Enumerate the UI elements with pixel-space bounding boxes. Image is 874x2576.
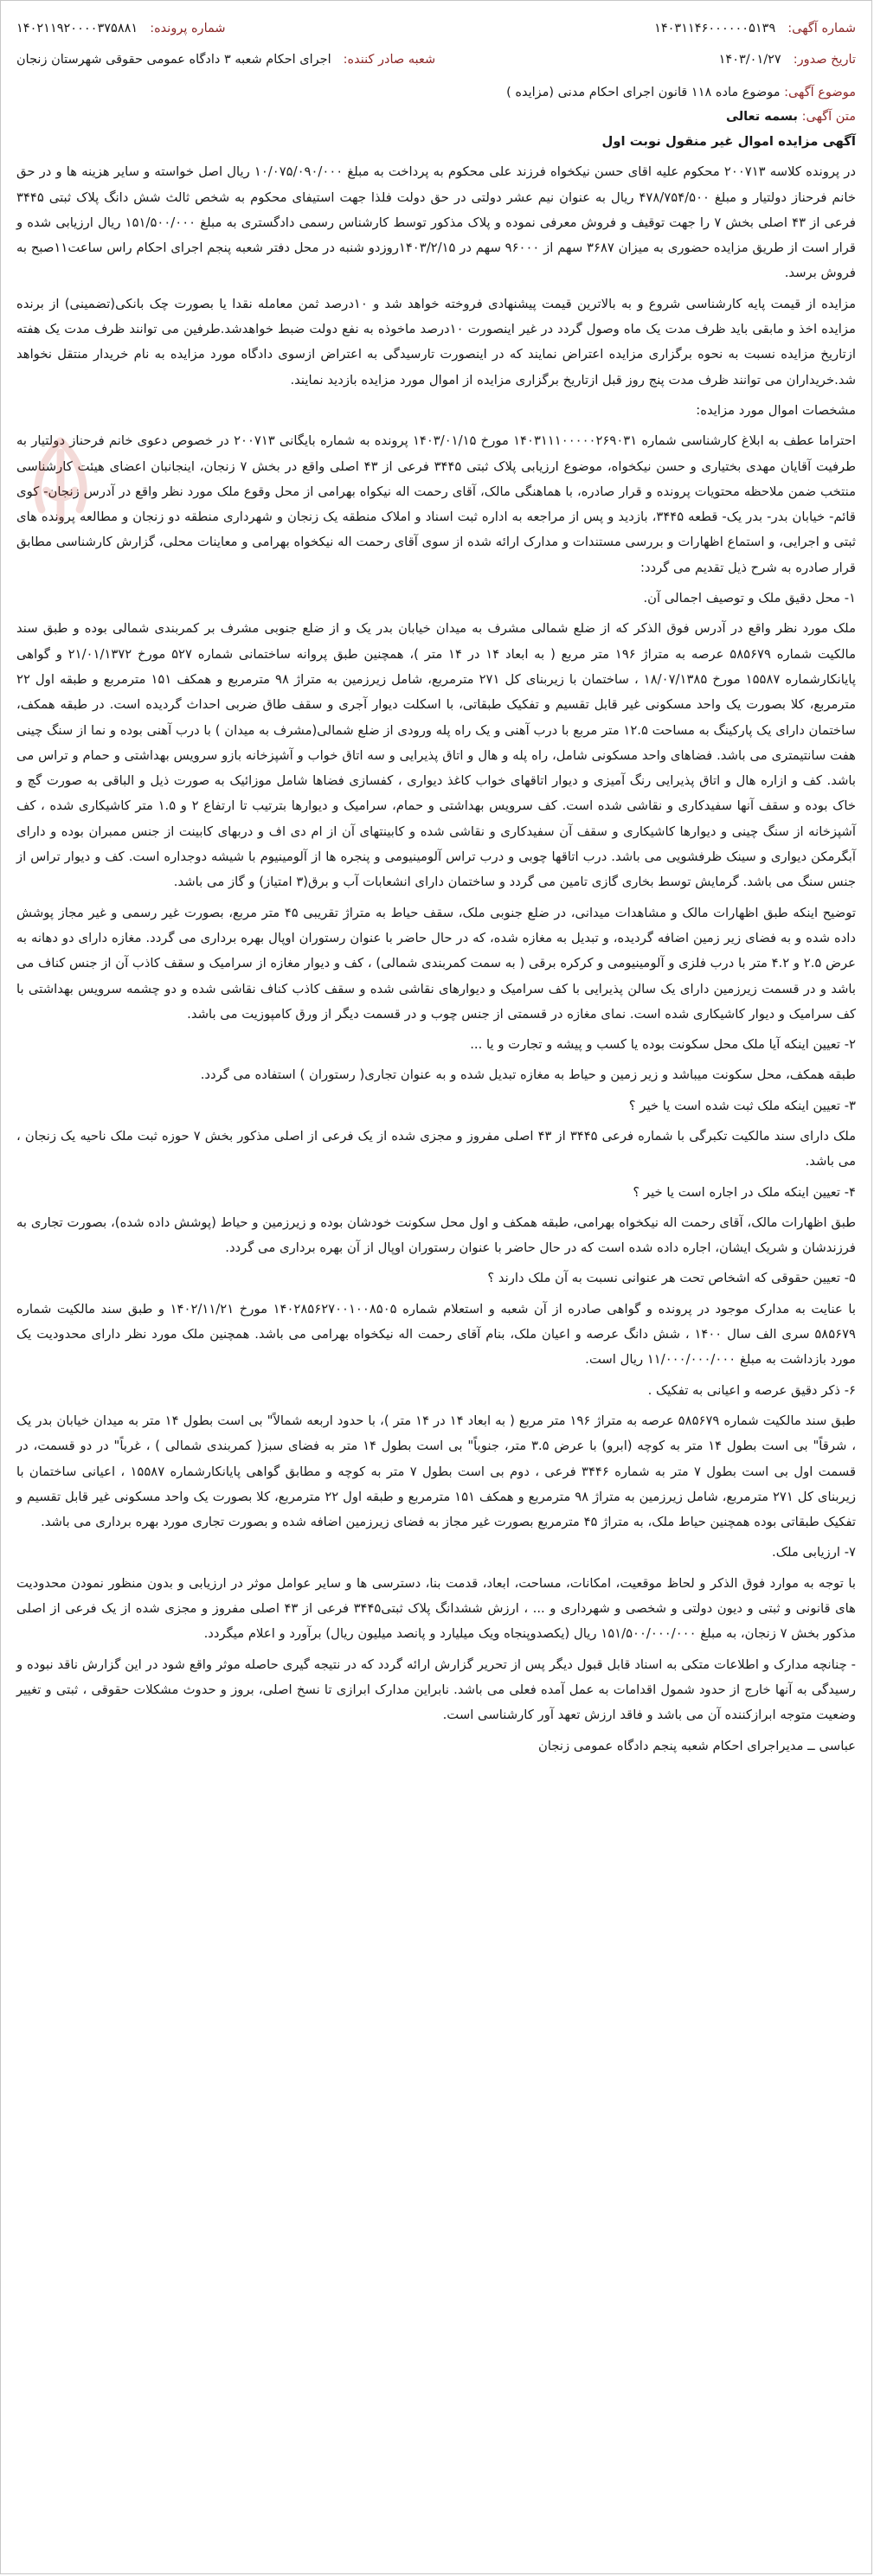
ad-number-label: شماره آگهی:	[787, 22, 856, 35]
subject-value: موضوع ماده ۱۱۸ قانون اجرای احکام مدنی (مزایده )	[506, 86, 781, 99]
subject-label: موضوع آگهی:	[784, 86, 856, 99]
paragraph-registration: ملک دارای سند مالکیت تکبرگی با شماره فرعی ۳۴۴۵ از ۴۳ اصلی مفروز و مجزی شده از یک فرعی از اصلی مذکور بخش ۷ حوزه ثبت ملک ناحیه یک زنجان ، می باشد.	[16, 1128, 857, 1169]
section-1-title: ۱- محل دقیق ملک و توصیف اجمالی آن.	[643, 591, 856, 606]
subject-line	[1, 80, 871, 105]
paragraph-disclaimer: - چنانچه مدارک و اطلاعات متکی به اسناد قابل قبول دیگر پس از تحریر گزارش ارائه گردد که در نتیجه گیری حاصله موثر واقع شود در این گزارش ناقد نبوده و رسیدگی به آنها خارج از حدود شمول اقدامات به عمل آمده فعلی می باشد. نابراین مدارک ابرازی تا نسخ اصلی، بروز و حدوث مشکلات حقوقی ، ثبتی و تغییر وضعیت متوجه ابرازکننده آن می باشد و فاقد ارزش تعهد آور کارشناسی است.	[16, 1656, 856, 1723]
section-5-title: ۵- تعیین حقوقی که اشخاص تحت هر عنوانی نسبت به آن ملک دارند ؟	[487, 1271, 856, 1286]
section-7-title: ۷- ارزیابی ملک.	[772, 1545, 856, 1560]
notice-header	[1, 1, 871, 75]
issue-date-label: تاریخ صدور:	[793, 53, 856, 67]
ad-number-field	[654, 22, 856, 35]
paragraph-lease: طبق اظهارات مالک، آقای رحمت اله نیکخواه بهرامی، طبقه همکف و اول محل سکونت خودشان بوده و زیرزمین و حیاط (پوشش داده شده)، بصورت تجاری به فرزندشان و شریک ایشان، اجاره داده شده است که در حال حاضر با عنوان رستوران اوپال از آن بهره برداری می گردد.	[16, 1214, 856, 1256]
paragraph-rights: با عنایت به مدارک موجود در پرونده و گواهی صادره از آن شعبه و استعلام شماره ۱۴۰۲۸۵۶۲۷۰۰۱۰۰۸۵۰۵ مورخ ۱۴۰۲/۱۱/۲۱ و طبق سند مالکیت شماره ۵۸۵۶۷۹ سری الف سال ۱۴۰۰ ، شش دانگ عرصه و اعیان ملک، بنام آقای رحمت اله نیکخواه بهرامی می باشد. همچنین ملک مورد نظر دارای محدودیت یک مورد بازداشت به مبلغ ۱۱/۰۰۰/۰۰۰/۰۰۰ ریال است.	[16, 1301, 857, 1368]
ad-number-value: ۱۴۰۳۱۱۴۶۰۰۰۰۰۰۵۱۳۹	[654, 22, 776, 35]
salutation: بسمه تعالی	[726, 110, 798, 124]
paragraph-case-summary: در پرونده کلاسه ۲۰۰۷۱۳ محکوم علیه اقای حسن نیکخواه فرزند علی محکوم به پرداخت به مبلغ ۱۰/۰۷۵/۰۹۰/۰۰۰ ریال اصل خواسته و سایر هزینه ها و در حق خانم فرحناز دولتیار و مبلغ ۴۷۸/۷۵۴/۵۰۰ ریال به عنوان نیم عشر دولتی در حق دولت فلذا جهت استیفای محکوم به شخص ثالث شش دانگ پلاک ثبتی ۳۴۴۵ فرعی از ۴۳ اصلی بخش ۷ را جهت توقیف و فروش معرفی نموده و پلاک مذکور توسط کارشناس رسمی دادگستری به مبلغ ۱۵۱/۵۰۰/۰۰۰ ریال ارزیابی شده و قرار است از طریق مزایده حضوری به میزان ۳۶۸۷ سهم از ۹۶۰۰۰ سهم در ۱۴۰۳/۲/۱۵روزدو شنبه در محل دفتر شعبه پنجم اجرای احکام راس ساعت۱۱صبح به فروش برسد.	[16, 164, 856, 281]
paragraph-expert-intro: احتراما عطف به ابلاغ کارشناسی شماره ۱۴۰۳۱۱۱۰۰۰۰۰۲۶۹۰۳۱ مورخ ۱۴۰۳/۰۱/۱۵ پرونده به شماره بایگانی ۲۰۰۷۱۳ در خصوص دعوی خانم فرحناز دولتیار به طرفیت آقایان مهدی بختیاری و حسن نیکخواه، موضوع ارزیابی پلاک ثبتی ۳۴۴۵ فرعی از ۴۳ اصلی واقع در بخش ۷ زنجان، اینجانبان اعضای هیئت کارشناسی منتخب ضمن ملاحظه محتویات پرونده و قرار صادره، با هماهنگی مالک، آقای رحمت اله نیکواه بهرامی از محل وقوع ملک مورد نظر واقع در آدرس زنجان- کوی قائم- خیابان بدر- بدر یک- قطعه ۳۴۴۵، بازدید و پس از مراجعه به اداره ثبت اسناد و املاک منطقه یک زنجان و شهرداری منطقه دو زنجان و مطالعه پرونده های ثبتی و اجرایی، و استماع اظهارات و بررسی مستندات و مدارک ارائه شده از سوی آقای رحمت اله نیکخواه بهرامی و معاینات محلی، گزارش کارشناسی مطابق قرار صادره به شرح ذیل تقدیم می گردد:	[16, 433, 856, 575]
signature-line: عباسی ــ مدیراجرای احکام شعبه پنجم دادگاه عمومی زنجان	[537, 1738, 856, 1753]
issue-date-value: ۱۴۰۳/۰۱/۲۷	[718, 53, 781, 67]
case-number-value: ۱۴۰۲۱۱۹۲۰۰۰۰۳۷۵۸۸۱	[16, 22, 138, 35]
issue-date-field	[719, 53, 856, 67]
section-3-title: ۳- تعیین اینکه ملک ثبت شده است یا خیر ؟	[628, 1098, 856, 1113]
notice-body	[1, 129, 871, 1759]
issuer-label: شعبه صادر کننده:	[343, 53, 436, 67]
case-number-field	[16, 22, 226, 35]
text-line	[1, 105, 871, 129]
text-label: متن آگهی:	[801, 110, 856, 124]
issuer-field	[16, 53, 435, 67]
paragraph-commercial-note: توضیح اینکه طبق اظهارات مالک و مشاهدات میدانی، در ضلع جنوبی ملک، سقف حیاط به متراژ تقریبی ۴۵ متر مربع، بصورت غیر رسمی و غیر مجاز پوشش داده شده و به فضای زیر زمین اضافه گردیده، و تبدیل به مغازه شده، که در حال حاضر با عنوان رستوران اوپال بهره برداری می گردد. مغازه دارای دو دهانه به عرض ۲.۵ و ۴.۲ متر با درب فلزی و آلومینیومی و کرکره برقی ( به سمت کمربندی شمالی) ، کف و دیوار مغازه از سرامیک و سقف کاذب آن از جنس کناف می باشد و در قسمت زیرزمین دارای یک سالن پذیرایی با کف سرامیک و دیوارهای نقاشی شده و سقف کاذب کناف نقاشی شده و دو چشمه سرویس بهداشتی با کف سرامیک و دیوار کاشیکاری شده است. نمای مغازه در قسمتی از جنس چوب و در قسمت دیگر از ورق کامپوزیت می باشد.	[16, 905, 857, 1022]
paragraph-auction-terms: مزایده از قیمت پایه کارشناسی شروع و به بالاترین قیمت پیشنهادی فروخته خواهد شد و ۱۰درصد ثمن معامله نقدا یا بصورت چک بانکی(تضمینی) از برنده مزایده اخذ و مابقی باید ظرف مدت یک ماه وصول گردد در غیر اینصورت ۱۰درصد ماخوذه به نفع دولت ضبط خواهدشد.طرفین می توانند ظرف مدت یک هفته ازتاریخ مزایده نسبت به نحوه برگزاری مزایده اعتراض نمایند که در اینصورت تارسیدگی به اعتراض ازسوی دادگاه مورد مزایده به نام خریدار منتقل نخواهد شد.خریداران می توانند ظرف مدت پنج روز قبل ازتاریخ برگزاری مزایده از اموال مورد مزایده بازدید نمایند.	[16, 296, 856, 388]
emblem-watermark-icon	[13, 433, 108, 529]
section-4-title: ۴- تعیین اینکه ملک در اجاره است یا خیر ؟	[633, 1184, 856, 1200]
section-2-title: ۲- تعیین اینکه آیا ملک محل سکونت بوده یا کسب و پیشه و تجارت و یا ...	[470, 1037, 856, 1053]
section-6-title: ۶- ذکر دقیق عرصه و اعیانی به تفکیک .	[647, 1382, 856, 1398]
paragraph-property-description: ملک مورد نظر واقع در آدرس فوق الذکر که از ضلع شمالی مشرف به میدان خیابان بدر یک و از ضلع جنوبی مشرف بر کمربندی شمالی بوده و طبق سند مالکیت شماره ۵۸۵۶۷۹ عرصه به متراژ ۱۹۶ متر مربع ( به ابعاد ۱۴ در ۱۴ متر )، همچنین طبق پروانه ساختمانی شماره ۵۲۷ مورخ ۲۱/۰۱/۱۳۷۲ و گواهی پایانکارشماره ۱۵۵۸۷ مورخ ۱۸/۰۷/۱۳۸۵ ، ساختمان با زیربنای کل ۲۷۱ مترمربع، شامل زیرزمین به متراژ ۹۸ مترمربع و همکف ۱۵۱ مترمربع و طبقه اول ۲۲ مترمربع، کلا بصورت یک واحد مسکونی غیر قابل تقسیم و تفکیک طبقاتی، با اسکلت دیوار آجری و سقف طاق ضربی احداث گردیده است. در طبقه همکف، ساختمان دارای یک پارکینگ به مساحت ۱۲.۵ متر مربع با درب آهنی و یک راه پله ورودی از ضلع شمالی(مشرف به میدان ) با درب آهنی بوده و نما از سنگ چینی هفت سانتیمتری می باشد. فضاهای واحد مسکونی شامل، راه پله و هال و اتاق پذیرایی و سه اتاق خواب و آشپزخانه بازو سرویس بهداشتی و حمام و تراس می باشد. کف و ازاره هال و اتاق پذیرایی رنگ آمیزی و دیوار اتاقهای خواب کاغذ دیواری ، کفسازی فضاها شامل موزائیک به صورت ذیل و الباقی به صورت گچ و خاک بوده و سقف آنها سفیدکاری و نقاشی شده است. کف سرویس بهداشتی و حمام، سرامیک و دیوارها بترتیب تا ارتفاع ۲ و ۱.۵ متر کاشیکاری شده ، کف آشپزخانه از سنگ چینی و دیوارها کاشیکاری و سقف آن سفیدکاری و نقاشی شده و کابینتهای آن از ام دی اف و دربهای کابینت از جنس ممبران بوده و دارای آبگرمکن دیواری و سینک ظرفشویی می باشد. درب اتاقها چوبی و درب تراس آلومینیومی و پنجره ها از آلومینیوم با شیشه دوجداره است. کف و دیوار تراس از جنس سنگ می باشد. گرمایش توسط بخاری گازی تامین می گردد و ساختمان دارای انشعابات آب و برق(۳ امتیاز) و گاز می باشد.	[16, 621, 857, 890]
auction-heading: آگهی مزایده اموال غیر منقول نوبت اول	[601, 134, 856, 149]
paragraph-usage: طبقه همکف، محل سکونت میباشد و زیر زمین و حیاط به مغازه تبدیل شده و به عنوان تجاری( رستوران ) استفاده می گردد.	[200, 1067, 856, 1083]
paragraph-land-building: طبق سند مالکیت شماره ۵۸۵۶۷۹ عرصه به متراژ ۱۹۶ متر مربع ( به ابعاد ۱۴ در ۱۴ متر )، با حدود اربعه شمالاً" بی است بطول ۱۴ متر به میدان خیابان بدر یک ، شرقاً" بی است بطول ۱۴ متر به کوچه (ابرو) با عرض ۳.۵ متر، جنوباً" بی است بطول ۱۴ متر به فضای سبز( کمربندی شمالی ) ، غرباً" در دو قسمت، در قسمت اول بی است بطول ۷ متر به شماره ۳۴۴۶ فرعی ، دوم بی است بطول ۷ متر به کوچه و مطابق گواهی پایانکارشماره ۱۵۵۸۷ ، اعیانی ساختمان با زیربنای کل ۲۷۱ مترمربع، شامل زیرزمین به متراژ ۹۸ مترمربع و همکف ۱۵۱ مترمربع و طبقه اول ۲۲ مترمربع، کلا بصورت یک واحد مسکونی غیر قابل تقسیم و تفکیک طبقاتی بوده همچنین حیاط ملک، به متراژ ۴۵ مترمربع بصورت غیر مجاز به فضای زیرزمین اضافه شده و بصورت تجاری مورد بهره برداری می باشد.	[16, 1413, 857, 1530]
case-number-label: شماره پرونده:	[150, 22, 226, 35]
property-specs-heading: مشخصات اموال مورد مزایده:	[696, 402, 856, 418]
paragraph-valuation: با توجه به موارد فوق الذکر و لحاظ موقعیت، امکانات، مساحت، ابعاد، قدمت بنا، دسترسی ها و سایر عوامل موثر در ارزیابی و بدون منظور نمودن محدودیت های قانونی و ثبتی و دیون دولتی و شخصی و شهرداری و ... ، ارزش ششدانگ پلاک ثبتی۳۴۴۵ فرعی از ۴۳ اصلی مفروز و مجزی شده از یک فرعی از اصلی مذکور بخش ۷ زنجان، به مبلغ ۱۵۱/۵۰۰/۰۰۰/۰۰۰ ریال (یکصدوپنجاه ویک میلیارد و پانصد میلیون ریال) برآورد و اعلام میگردد.	[16, 1575, 856, 1642]
issuer-value: اجرای احکام شعبه ۳ دادگاه عمومی حقوقی شهرستان زنجان	[16, 53, 331, 67]
